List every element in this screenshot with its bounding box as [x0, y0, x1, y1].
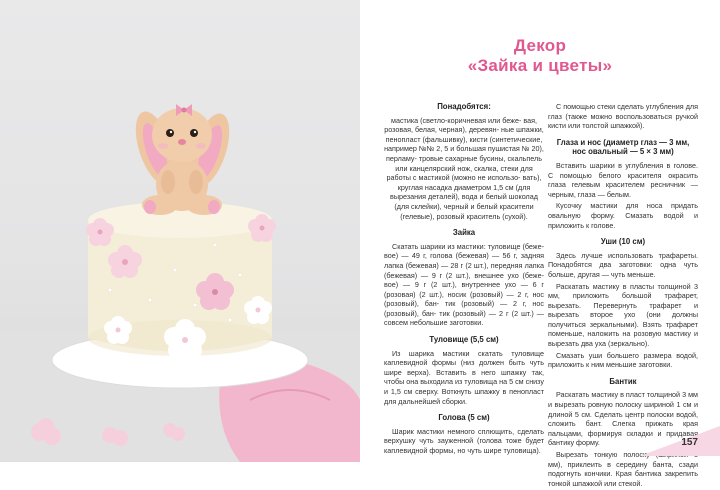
torso-text: Из шарика мастики скатать туловище каплевидной формы (низ должен быть чуть шире верха). Вставить в него шпажку так, чтобы она выходила из туловища на 5 см снизу и 1,5 см сверху. Воткнуть шпажку в пенопласт для дальнейшей сборки. — [384, 348, 544, 406]
ears-text-1: Здесь лучше использовать трафареты. Понадобятся два заготовки: одна чуть больше, другая — чуть меньше. — [548, 250, 698, 279]
left-column — [384, 102, 544, 458]
recipe-page — [360, 0, 720, 488]
head-heading: Голова (5 см) — [438, 413, 490, 423]
bunny-figure — [128, 104, 237, 215]
ears-heading: Уши (10 см) — [600, 237, 646, 247]
page-title-line2: «Зайка и цветы» — [467, 56, 613, 75]
needed-heading: Понадобятся: — [437, 102, 491, 111]
page-number-corner — [630, 428, 720, 456]
corner-decoration — [640, 426, 720, 456]
bow-text-1: Раскатать мастику в пласт толщиной 3 мм и вырезать ровную полоску шириной 1 см и длиной 5 см. Сделать центр полоски водой, сложить бант. Слегка прижать края пальцами, формируя складки и придавая бантику форму. — [548, 390, 698, 448]
page-title-line1: Декор — [513, 36, 567, 55]
bow-text-2: Вырезать тонкую полоску (шириной 3 мм), приклеить в середину банта, сзади подогнуть кончики. Края бантика закрепить тонкой шпажкой или стекой. — [548, 450, 698, 488]
ears-text-2: Раскатать мастику в пласты толщиной 3 мм, приложить большой трафарет, вырезать. Перевернуть трафарет и вырезать второе ухо (они должны получиться зеркальными). Взять трафарет поменьше, наложить на розовую мастику и вырезать два уха (зеркально). — [548, 281, 698, 349]
cake-photo — [0, 0, 360, 462]
intro-text: С помощью стеки сделать углубления для глаз (также можно воспользоваться ручкой кисти или толстой шпажкой). — [548, 102, 698, 131]
head-text: Шарик мастики немного сплющить, сделать верхушку чуть зауженной (голова тоже будет каплевидной формы, но чуть шире туловища). — [384, 426, 544, 455]
torso-heading: Туловище (5,5 см) — [429, 335, 499, 345]
eyes-heading-line2: нос овальный — 5 × 3 мм) — [572, 147, 674, 157]
cake-illustration — [0, 0, 360, 462]
eyes-text: Вставить шарики в углубления в голове. С помощью белого красителя окрасить глаза гелевым красителем ресничник — черным, глаза — белым. — [548, 160, 698, 199]
zaika-heading: Зайка — [452, 228, 476, 238]
eyes-heading-line1: Глаза и нос (диаметр глаз — 3 мм, — [556, 137, 690, 147]
needed-text: мастика (светло-коричневая или беже- вая, розовая, белая, черная), деревян- ные шпажки, пенопласт (фальшивку), кисти (синтетические, например №№ 2, 5 и большая пушистая № 20), перламу- тровые сахарные бусины, скальпель или канцелярский нож, скалка, стеки для работы с мастикой (можно не использо- вать), круглая насадка диаметром 1,5 см (для вырезания деталей), вода и белый шоколад (для склейки), черный и белый красители (гелевые), розовый краситель (сухой). — [384, 115, 544, 221]
nose-text: Кусочку мастики для носа придать овальную форму. Смазать водой и приложить к голове. — [548, 201, 698, 230]
zaika-text: Скатать шарики из мастики: туловище (беже- вое) — 49 г, голова (бежевая) — 56 г, задняя лапка (бежевая) — 28 г (2 шт.), передняя лапка (бежевая) — 9 г (2 шт.), внешнее ухо (беже- вое) — 9 г (2 шт.), внутреннее ухо — 6 г (розовая) (2 шт.), носик (розовый) — 2 г, нос (розовый), бан- тик (розовый) — 2 г, нос (розовый), бан- тик (розовый) — 2 г (2 шт.) — совсем небольшие заготовки. — [384, 241, 544, 328]
bow-heading: Бантик — [609, 376, 637, 386]
ears-text-3: Смазать уши большего размера водой, приложить к ним меньшие заготовки. — [548, 350, 698, 370]
page-number: 157 — [681, 437, 698, 448]
